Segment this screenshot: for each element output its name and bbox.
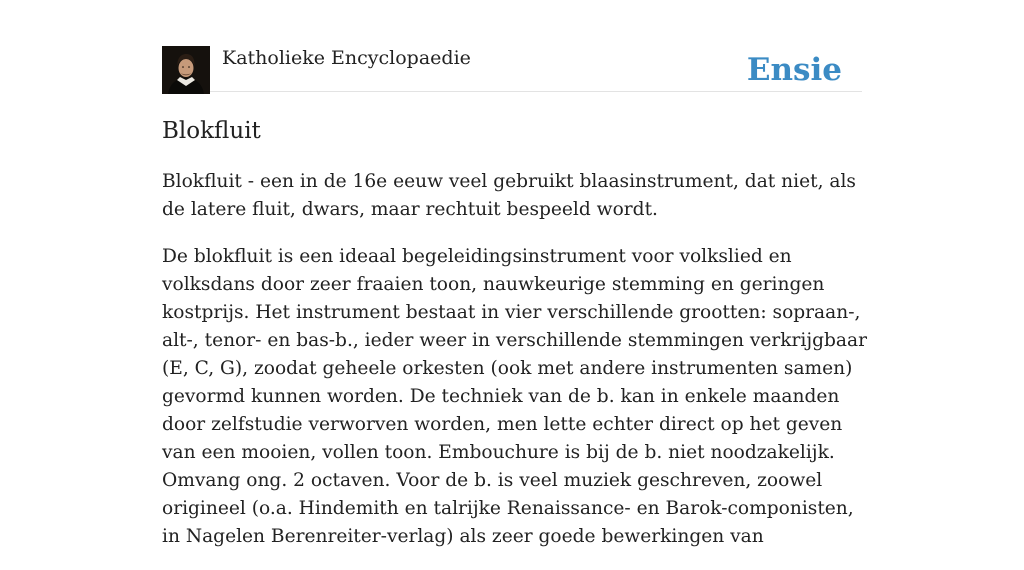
site-header: [162, 46, 862, 92]
article-title: Blokfluit: [162, 118, 261, 144]
article-paragraph: De blokfluit is een ideaal begeleidingsinstrument voor volkslied en volksdans door zeer fraaien toon, nauwkeurige stemming en geringen kostprijs. Het instrument bestaat in vier verschillende grootten: sopraan-, alt-, tenor- en bas-b., ieder weer in verschillende stemmingen verkrijgbaar (E, C, G), zoodat geheele orkesten (ook met andere instrumenten samen) gevormd kunnen worden. De techniek van de b. kan in enkele maanden door zelfstudie verworven worden, men lette echter direct op het geven van een mooien, vollen toon. Embouchure is bij de b. niet noodzakelijk. Omvang ong. 2 octaven. Voor de b. is veel muziek geschreven, zoowel origineel (o.a. Hindemith en talrijke Renaissance- en Barok-componisten, in Nagelen Berenreiter-verlag) als zeer goede bewerkingen van: [162, 246, 867, 547]
article-paragraph: Blokfluit - een in de 16e eeuw veel gebruikt blaasinstrument, dat niet, als de latere fluit, dwars, maar rechtuit bespeeld wordt.: [162, 171, 856, 220]
source-name[interactable]: Katholieke Encyclopaedie: [222, 47, 471, 69]
portrait-avatar-icon[interactable]: [162, 46, 210, 94]
brand-logo[interactable]: Ensie: [746, 52, 842, 88]
article-body: [162, 168, 868, 570]
